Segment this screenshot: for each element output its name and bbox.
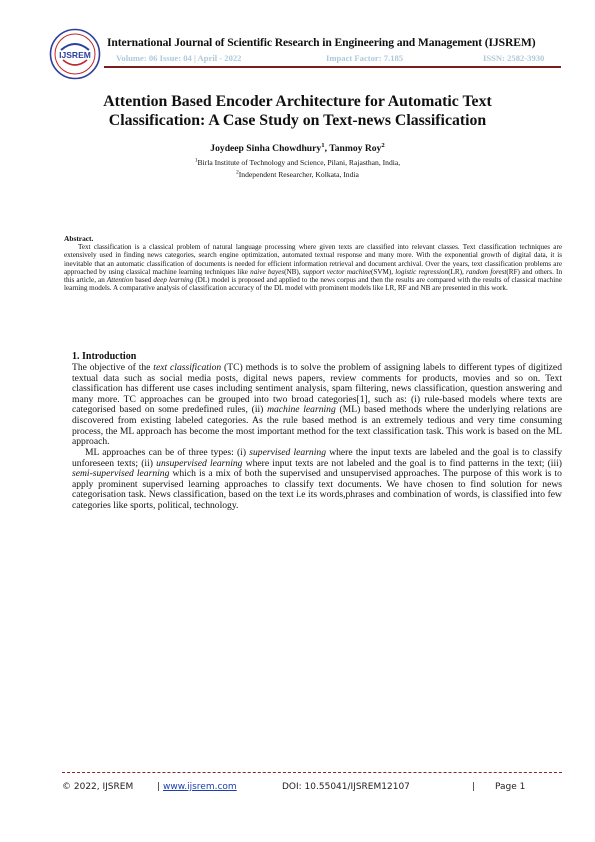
affiliation-superscript: 2 xyxy=(236,169,239,176)
journal-title: International Journal of Scientific Research in Engineering and Management (IJSREM) xyxy=(107,36,536,49)
affiliation-text: Independent Researcher, Kolkata, India xyxy=(238,170,359,179)
paragraph-text-run: where input texts are not labeled and the goal is to find patterns in the text; (iii) xyxy=(242,457,562,469)
affiliation xyxy=(40,158,555,167)
intro-paragraph xyxy=(72,363,562,448)
footer-divider xyxy=(62,772,562,773)
author-name: Joydeep Sinha Chowdhury xyxy=(210,143,322,154)
abstract-text-run: (NB), xyxy=(284,267,303,276)
header-divider xyxy=(104,66,561,68)
paragraph-text-run: The objective of the xyxy=(72,362,154,373)
abstract-text-run: (LR), xyxy=(448,267,466,276)
copyright: © 2022, IJSREM xyxy=(62,782,134,792)
author-superscript: 1 xyxy=(321,141,325,149)
paragraph-emphasis: supervised learning xyxy=(249,447,326,458)
affiliation xyxy=(40,170,555,179)
abstract-text-run: (DL) model is proposed and applied to the news corpus and then the results are compared with the results of classical machine learning models. A comparative analysis of classification accuracy of the DL model with prominent models like LR, RF and NB are presented in this work. xyxy=(64,276,562,293)
journal-meta xyxy=(116,53,556,65)
authors xyxy=(40,143,555,154)
section-heading: 1. Introduction xyxy=(72,351,137,362)
paragraph-emphasis: machine learning xyxy=(267,404,336,416)
paragraph-text-run: (TC) methods is to solve the problem of assigning labels to different types of digitized textual data such as social media posts, digital news papers, review comments for products, movies and so on. Text classification has different use cases including sentiment analysis, spam filtering, news classification, question answering and many more. TC approaches can be grouped into two broad categories[1], such as: (i) rule-based models where texts are categorised based on some predefined rules, (ii) xyxy=(72,362,562,416)
affiliation-text: Birla Institute of Technology and Science, Pilani, Rajasthan, India, xyxy=(197,158,401,167)
abstract-heading: Abstract. xyxy=(64,234,94,243)
paragraph-emphasis: text classification xyxy=(153,362,222,373)
intro-paragraph xyxy=(72,448,562,512)
abstract-text-run: Text classification is a classical problem of natural language processing where given texts are classified into relevant classes. Text classification techniques are extensively used in finding news categories, search engine optimization, automated textual response and many more. With the exponential growth of digital data, it is inevitable that an automatic classification of documents is needed for efficient information retrieval and document archival. Over the years, text classification problems are approached by using classical machine learning techniques like xyxy=(64,243,562,276)
paragraph-emphasis: semi-supervised learning xyxy=(72,468,170,480)
paper-title xyxy=(40,92,555,130)
paragraph-text-run: (ML) based methods where the underlying relations are discovered from existing labeled categories. As the rule based method is an extremely tedious and very time consuming process, the ML approach has become the most important method for the text classification task. This work is based on the ML approach. xyxy=(72,404,562,448)
abstract-text-run: based xyxy=(133,276,154,285)
journal-logo xyxy=(49,28,101,80)
paragraph-text-run: ML approaches can be of three types: (i) xyxy=(85,447,250,458)
abstract-emphasis: Attention xyxy=(106,276,134,285)
abstract-emphasis: support vector machine xyxy=(302,267,372,276)
page-number: Page 1 xyxy=(495,782,526,792)
abstract-text-run: (SVM), xyxy=(371,267,396,276)
abstract-text-run: (RF) and others. In this article, an xyxy=(64,267,563,285)
paragraph-emphasis: unsupervised learning xyxy=(156,457,243,469)
paragraph-text-run: which is a mix of both the supervised and unsupervised approaches. The purpose of this work is to apply prominent supervised learning approaches to classify text documents. We have chosen to find solution for news categorisation task. News classification, based on the text i.e its words,phrases and combination of words, is classified into few categories like sports, political, technology. xyxy=(72,468,562,511)
abstract-body xyxy=(64,243,562,293)
impact-factor: Impact Factor: 7.185 xyxy=(326,53,404,63)
paragraph-text-run: where the input texts are labeled and the goal is to classify unforeseen texts; (ii) xyxy=(72,447,562,469)
footer-separator: | xyxy=(157,782,161,792)
abstract-emphasis: naive bayes xyxy=(250,267,285,276)
logo-text: IJSREM xyxy=(59,50,91,60)
page-footer xyxy=(62,782,562,796)
title-line-2: Classification: A Case Study on Text-news Classification xyxy=(108,112,487,129)
author-name: Tanmoy Roy xyxy=(329,143,382,154)
volume-issue: Volume: 06 Issue: 04 | April - 2022 xyxy=(116,53,242,63)
abstract-emphasis: logistic regression xyxy=(395,267,449,276)
abstract-emphasis: deep learning xyxy=(153,276,194,285)
abstract-emphasis: random forest xyxy=(466,267,507,276)
author-superscript: 2 xyxy=(381,141,385,149)
footer-separator: | xyxy=(472,782,476,792)
title-line-1: Attention Based Encoder Architecture for Automatic Text xyxy=(103,93,492,110)
doi: DOI: 10.55041/IJSREM12107 xyxy=(282,782,410,792)
author-separator: , xyxy=(324,143,330,154)
affiliation-superscript: 1 xyxy=(194,157,198,164)
website-link[interactable]: www.ijsrem.com xyxy=(163,782,237,792)
issn: ISSN: 2582-3930 xyxy=(483,53,545,63)
